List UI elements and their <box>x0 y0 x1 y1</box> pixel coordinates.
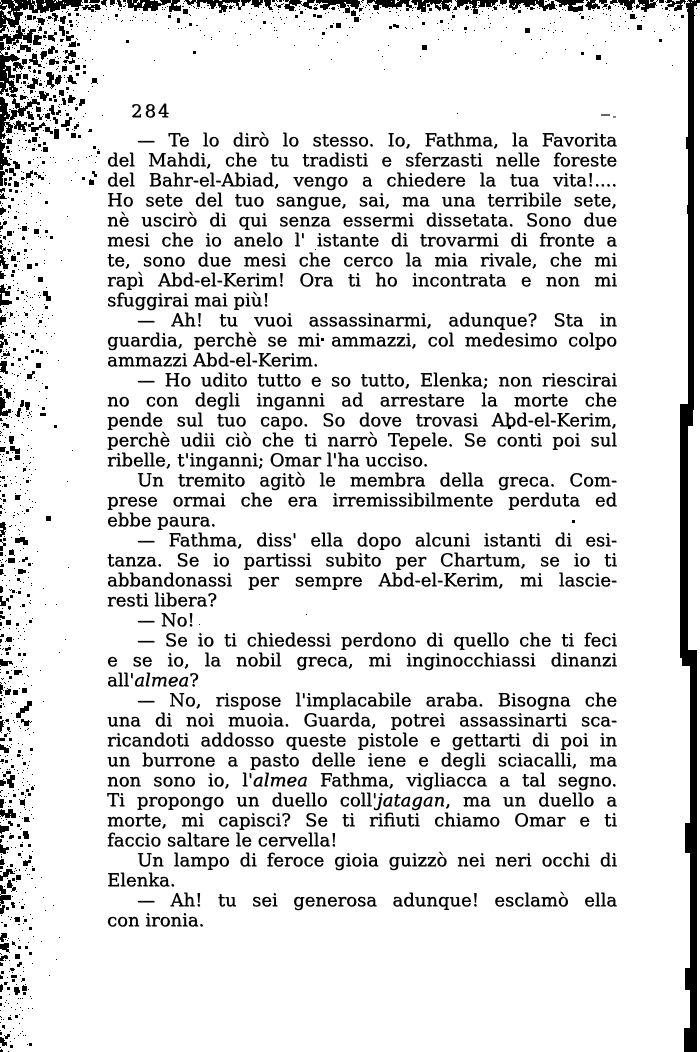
text-segment: prese ormai che era irremissibilmente perduta ed <box>107 490 617 511</box>
italic-word: almea <box>134 670 190 691</box>
text-line <box>107 371 617 391</box>
text-segment: te, sono due mesi che cerco la mia rivale, che mi <box>107 250 617 271</box>
text-line <box>107 731 617 751</box>
text-segment: — No, rispose l'implacabile araba. Bisogna che <box>137 690 617 711</box>
text-line <box>107 191 617 211</box>
text-segment: del Mahdi, che tu tradisti e sferzasti nelle foreste <box>107 150 617 171</box>
text-segment: Fathma, vigliacca a tal segno. <box>307 770 617 791</box>
text-segment: mesi che io anelo l' istante di trovarmi di fronte a <box>107 230 617 251</box>
noise-speckles <box>0 0 1 1</box>
text-segment: , ma un duello a <box>445 790 617 811</box>
text-segment: ricandoti addosso queste pistole e gettarti di poi in <box>107 730 617 751</box>
text-line <box>107 231 617 251</box>
text-segment: Elenka. <box>107 870 176 891</box>
text-segment: resti libera? <box>107 590 217 611</box>
text-segment: — Ho udito tutto e so tutto, Elenka; non riescirai <box>137 370 617 391</box>
text-segment: rapì Abd-el-Kerim! Ora ti ho incontrata e non mi <box>107 270 617 291</box>
text-line <box>107 131 617 151</box>
right-edge-scan-line <box>682 650 697 666</box>
right-edge-scan-line <box>684 1028 692 1052</box>
text-segment: nè uscirò di qui senza essermi dissetata. Sono due <box>107 210 617 231</box>
text-line <box>107 651 617 671</box>
text-line <box>107 811 617 831</box>
text-segment: all' <box>107 670 135 691</box>
text-line <box>107 271 617 291</box>
text-segment: ribelle, t'inganni; Omar l'ha ucciso. <box>107 450 429 471</box>
text-line <box>107 671 617 691</box>
text-line <box>107 711 617 731</box>
right-edge-scan-line <box>688 6 694 410</box>
text-line <box>107 171 617 191</box>
text-segment: una di noi muoia. Guarda, potrei assassinarti sca- <box>107 710 617 731</box>
text-segment: tanza. Se io partissi subito per Chartum, se io ti <box>107 550 617 571</box>
text-segment: — Ah! tu sei generosa adunque! esclamò ella <box>137 890 617 911</box>
text-line <box>107 551 617 571</box>
text-segment: pende sul tuo capo. So dove trovasi Abd-el-Kerim, <box>107 410 617 431</box>
text-segment: — Te lo dirò lo stesso. Io, Fathma, la Favorita <box>137 130 617 151</box>
text-line <box>107 911 617 931</box>
right-edge-scan-line <box>685 823 691 853</box>
noise-speckles <box>0 0 1 1</box>
noise-speckles <box>0 0 1 1</box>
text-segment: no con degli inganni ad arrestare la morte che <box>107 390 617 411</box>
text-line <box>107 491 617 511</box>
text-segment: ? <box>189 670 199 691</box>
text-line <box>107 391 617 411</box>
text-line <box>107 331 617 351</box>
right-edge-scan-line <box>680 412 688 658</box>
text-line <box>107 211 617 231</box>
text-line <box>107 631 617 651</box>
text-line <box>107 151 617 171</box>
text-segment: Un lampo di feroce gioia guizzò nei neri occhi di <box>137 850 617 871</box>
text-line <box>107 891 617 911</box>
text-line <box>107 511 617 531</box>
text-segment: Ti propongo un duello coll' <box>107 790 378 811</box>
noise-speckles <box>0 0 1 1</box>
text-segment: perchè udii ciò che ti narrò Tepele. Se conti poi sul <box>107 430 617 451</box>
noise-speckles <box>0 0 1 1</box>
text-block <box>107 131 617 931</box>
text-segment: faccio saltare le cervella! <box>107 830 338 851</box>
text-segment: guardia, perchè se mi ammazzi, col medesimo colpo <box>107 330 617 351</box>
text-line <box>107 351 617 371</box>
text-line <box>107 851 617 871</box>
page-number: 284 <box>131 101 172 122</box>
text-line <box>107 571 617 591</box>
italic-word: almea <box>252 770 308 791</box>
text-line <box>107 831 617 851</box>
text-segment: con ironia. <box>107 910 205 931</box>
text-line <box>107 771 617 791</box>
scan-edge-mark <box>601 114 610 116</box>
text-segment: ammazzi Abd-el-Kerim. <box>107 350 319 371</box>
text-line <box>107 591 617 611</box>
text-segment: sfuggirai mai più! <box>107 290 270 311</box>
text-line <box>107 451 617 471</box>
text-segment: Un tremito agitò le membra della greca. Com- <box>137 470 617 491</box>
text-line <box>107 791 617 811</box>
text-line <box>107 751 617 771</box>
noise-speckles <box>0 0 1 1</box>
text-segment: non sono io, l' <box>107 770 253 791</box>
right-edge-scan-line <box>686 137 691 149</box>
text-segment: e se io, la nobil greca, mi inginocchiassi dinanzi <box>107 650 617 671</box>
right-edge-scan-line <box>685 968 691 990</box>
italic-word: jatagan <box>377 790 446 811</box>
text-line <box>107 611 617 631</box>
text-line <box>107 431 617 451</box>
right-edge-scan-line <box>690 660 697 1052</box>
right-edge-scan-line <box>687 205 691 214</box>
text-segment: — Fathma, diss' ella dopo alcuni istanti di esi- <box>137 530 617 551</box>
right-edge-scan-line <box>680 404 693 426</box>
noise-speckles <box>0 0 1 1</box>
noise-speckles <box>0 0 1 1</box>
text-line <box>107 411 617 431</box>
text-line <box>107 691 617 711</box>
text-segment: ebbe paura. <box>107 510 216 531</box>
text-line <box>107 291 617 311</box>
text-line <box>107 531 617 551</box>
text-segment: Ho sete del tuo sangue, sai, ma una terribile sete, <box>107 190 617 211</box>
text-segment: abbandonassi per sempre Abd-el-Kerim, mi lascie- <box>107 570 617 591</box>
noise-speckles <box>0 0 1 1</box>
text-segment: morte, mi capisci? Se ti rifiuti chiamo Omar e ti <box>107 810 617 831</box>
text-line <box>107 471 617 491</box>
text-segment: del Bahr-el-Abiad, vengo a chiedere la tua vita!.... <box>107 170 617 191</box>
text-segment: — Ah! tu vuoi assassinarmi, adunque? Sta in <box>137 310 617 331</box>
noise-speckles <box>0 0 1 1</box>
text-segment: — Se io ti chiedessi perdono di quello che ti feci <box>137 630 617 651</box>
text-line <box>107 251 617 271</box>
text-line <box>107 311 617 331</box>
scan-edge-mark <box>613 116 616 118</box>
text-segment: un burrone a pasto delle iene e degli sciacalli, ma <box>107 750 617 771</box>
text-line <box>107 871 617 891</box>
text-segment: — No! <box>137 610 195 631</box>
